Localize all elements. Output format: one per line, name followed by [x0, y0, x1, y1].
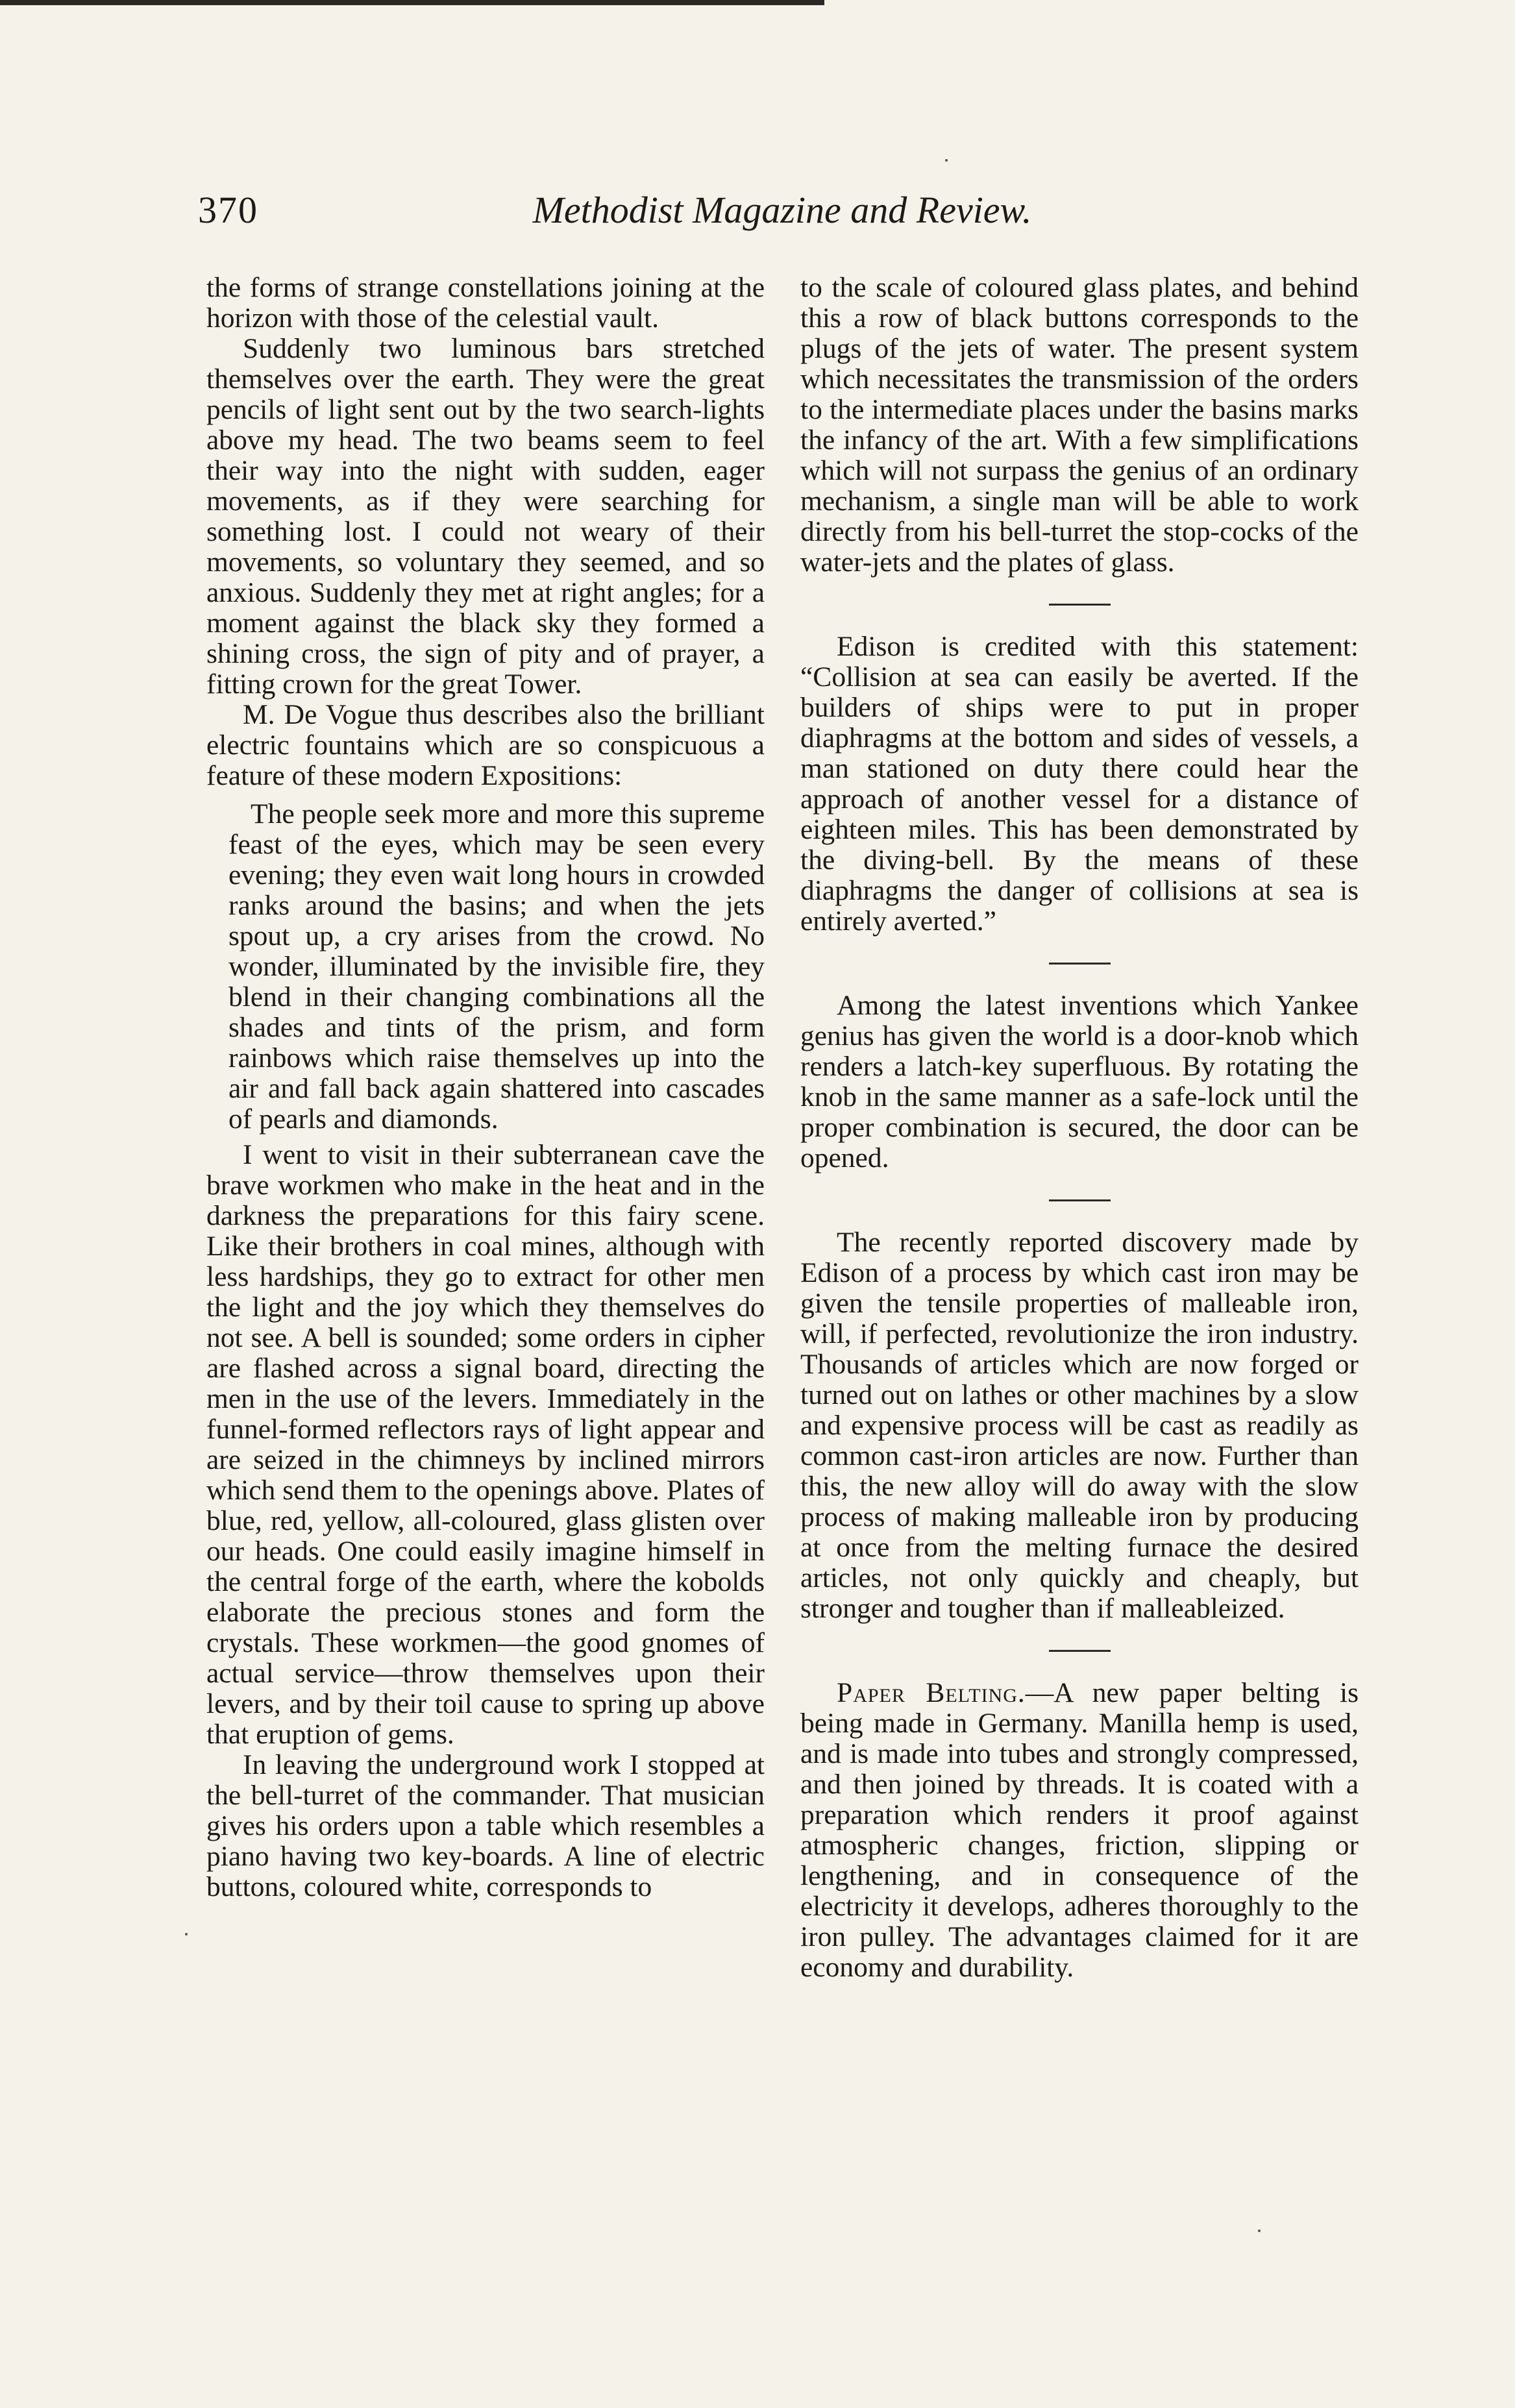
paragraph: the forms of strange constellations joining at the horizon with those of the celestial vault. — [206, 272, 765, 334]
item-heading: Paper Belting. — [837, 1677, 1026, 1708]
paragraph: Suddenly two luminous bars stretched themselves over the earth. They were the great pencils of light sent out by the two search-lights above my head. The two beams seem to feel their way into the night with sudden, eager movements, as if they were searching for something lost. I could not weary of their movements, so voluntary they seemed, and so anxious. Suddenly they met at right angles; for a moment against the black sky they formed a shining cross, the sign of pity and of prayer, a fitting crown for the great Tower. — [206, 333, 765, 700]
section-divider — [1049, 1199, 1111, 1201]
item-body: —A new paper belting is being made in Germany. Manilla hemp is used, and is made into tubes and strongly compressed, and then joined by threads. It is coated with a preparation which renders it proof against atmospheric changes, friction, slipping or lengthening, and in consequence of the electricity it develops, adheres thoroughly to the iron pulley. The advantages claimed for it are economy and durability. — [800, 1677, 1359, 1983]
print-speck — [1258, 2230, 1261, 2232]
right-column — [800, 273, 1359, 1983]
page-header — [198, 188, 1288, 247]
news-item-paper-belting — [800, 1678, 1359, 1983]
section-divider — [1049, 1650, 1111, 1652]
news-item-edison-collision: Edison is credited with this statement: “Collision at sea can easily be averted. If the builders of ships were to put in proper diaphragms at the bottom and sides of vessels, a man stationed on duty there could hear the approach of another vessel for a distance of eighteen miles. This has been demonstrated by the diving-bell. By the means of these diaphragms the danger of collisions at sea is entirely averted.” — [800, 631, 1359, 937]
paragraph: I went to visit in their subterranean cave the brave workmen who make in the heat and in the darkness the preparations for this fairy scene. Like their brothers in coal mines, although with less hardships, they go to extract for other men the light and the joy which they themselves do not see. A bell is sounded; some orders in cipher are flashed across a signal board, directing the men in the use of the levers. Immediately in the funnel-formed reflectors rays of light appear and are seized in the chimneys by inclined mirrors which send them to the openings above. Plates of blue, red, yellow, all-coloured, glass glisten over our heads. One could easily imagine himself in the central forge of the earth, where the kobolds elaborate the precious stones and form the crystals. These workmen—the good gnomes of actual service—throw themselves upon their levers, and by their toil cause to spring up above that eruption of gems. — [206, 1139, 765, 1750]
left-column — [206, 273, 765, 1902]
top-rule — [0, 0, 824, 5]
section-divider — [1049, 604, 1111, 606]
section-divider — [1049, 963, 1111, 964]
paragraph: M. De Vogue thus describes also the brilliant electric fountains which are so conspicuous a feature of these modern Expositions: — [206, 699, 765, 791]
news-item-malleable-iron: The recently reported discovery made by Edison of a process by which cast iron may be given the tensile properties of malleable iron, will, if perfected, revolutionize the iron industry. Thousands of articles which are now forged or turned out on lathes or other machines by a slow and expensive process will be cast as readily as common cast-iron articles are now. Further than this, the new alloy will do away with the slow process of making malleable iron by producing at once from the melting furnace the desired articles, not only quickly and cheaply, but stronger and tougher than if malleableized. — [800, 1227, 1359, 1624]
news-item-door-knob: Among the latest inventions which Yankee genius has given the world is a door-knob which renders a latch-key superfluous. By rotating the knob in the same manner as a safe-lock until the proper combination is secured, the door can be opened. — [800, 990, 1359, 1173]
block-quote: The people seek more and more this supreme feast of the eyes, which may be seen every evening; they even wait long hours in crowded ranks around the basins; and when the jets spout up, a cry arises from the crowd. No wonder, illuminated by the invisible fire, they blend in their changing combinations all the shades and tints of the prism, and form rainbows which raise themselves up into the air and fall back again shattered into cascades of pearls and diamonds. — [228, 798, 765, 1135]
print-speck — [945, 159, 948, 162]
paragraph: to the scale of coloured glass plates, and behind this a row of black buttons corresponds to the plugs of the jets of water. The present system which necessitates the transmission of the orders to the intermediate places under the basins marks the infancy of the art. With a few simplifications which will not surpass the genius of an ordinary mechanism, a single man will be able to work directly from his bell-turret the stop-cocks of the water-jets and the plates of glass. — [800, 272, 1359, 578]
print-speck — [185, 1933, 188, 1935]
running-title: Methodist Magazine and Review. — [532, 189, 1032, 231]
page-number: 370 — [198, 189, 258, 231]
paragraph: In leaving the underground work I stopped at the bell-turret of the commander. That musician gives his orders upon a table which resembles a piano having two key-boards. A line of electric buttons, coloured white, corresponds to — [206, 1749, 765, 1902]
